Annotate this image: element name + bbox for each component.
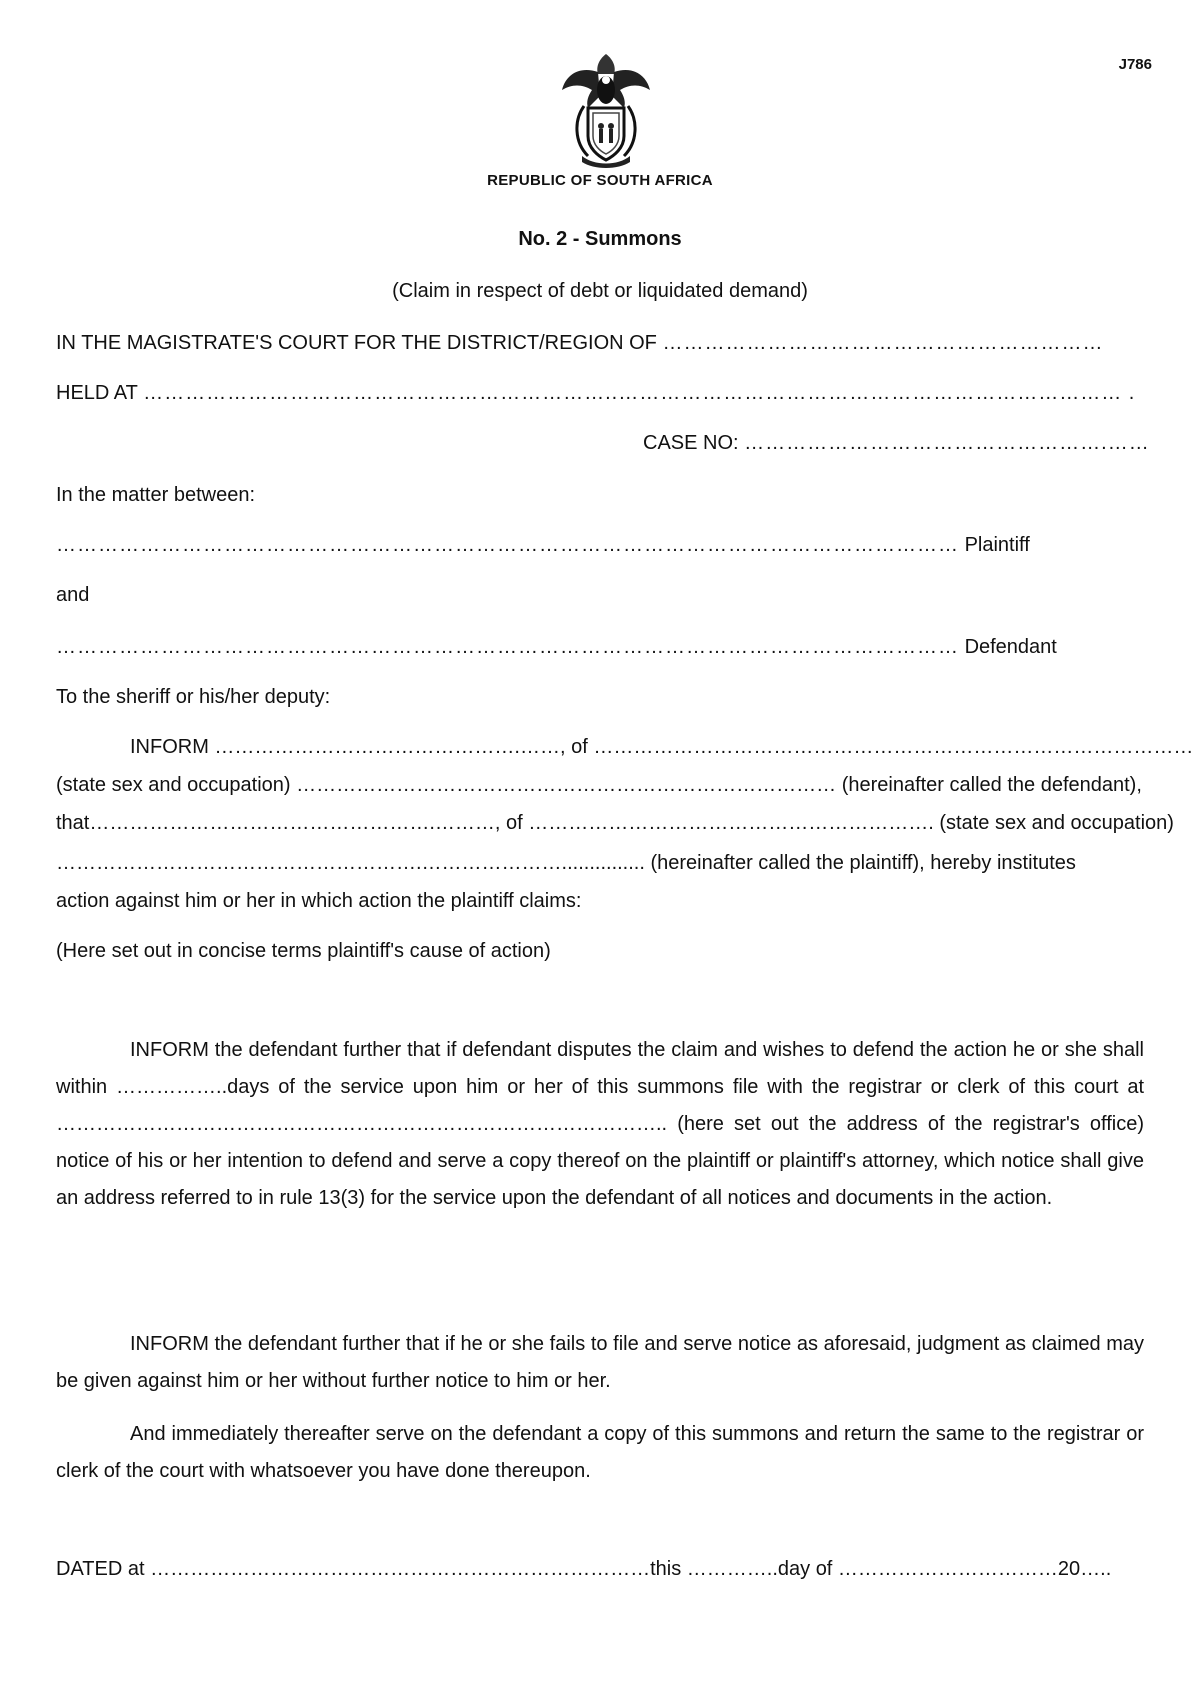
defend-text: INFORM the defendant further that if defendant disputes the claim and wishes to defend the action he or she shall within ……………..days of the service upon him or her of this summons file with the registrar or clerk of this court at ……………………………………………………………………………….. (here set out the address of the registrar's office) notice of his or her intention to defend and serve a copy thereof on the plaintiff or plaintiff's attorney, which notice shall give an address referred to in rule 13(3) for the service upon the defendant of all notices and documents in the action. xyxy=(56,1039,1144,1209)
case-no-line xyxy=(643,432,1150,455)
country-name: REPUBLIC OF SOUTH AFRICA xyxy=(487,172,713,189)
defend-paragraph xyxy=(56,1032,1144,1217)
court-district-field[interactable]: ……………………………………………………… xyxy=(662,332,1104,354)
inform-line-1[interactable]: INFORM ……………………………………….……, of ……………………………………………………………………………… xyxy=(130,736,1194,758)
form-title: No. 2 - Summons xyxy=(518,228,682,250)
defendant-label: Defendant xyxy=(964,636,1057,658)
sheriff-address: To the sheriff or his/her deputy: xyxy=(56,686,331,708)
held-at-line xyxy=(56,382,1135,405)
held-at-field[interactable]: …………………………………………………………..……………………………………………………………… . xyxy=(143,382,1136,404)
held-at-label: HELD AT xyxy=(56,382,138,404)
plaintiff-line xyxy=(56,534,1030,557)
inform-line-3[interactable]: that…………………………………………….………, of ……………………………………………………. (state sex and occupation) xyxy=(56,812,1174,834)
form-subtitle: (Claim in respect of debt or liquidated demand) xyxy=(392,280,808,302)
coat-of-arms-icon xyxy=(558,50,654,170)
plaintiff-field[interactable]: ………………………………………………………………………………………………………………… xyxy=(56,534,959,556)
cause-of-action: (Here set out in concise terms plaintiff's cause of action) xyxy=(56,940,551,962)
dated-line[interactable]: DATED at …………………………………………………………………this …………..day of ……………………………20….. xyxy=(56,1558,1112,1580)
court-line xyxy=(56,332,1103,355)
serve-text: And immediately thereafter serve on the defendant a copy of this summons and return the same to the registrar or clerk of the court with whatsoever you have done thereupon. xyxy=(56,1423,1144,1482)
court-label: IN THE MAGISTRATE'S COURT FOR THE DISTRICT/REGION OF xyxy=(56,332,657,354)
form-code: J786 xyxy=(1118,56,1152,73)
fail-paragraph xyxy=(56,1326,1144,1400)
matter-between: In the matter between: xyxy=(56,484,256,506)
defendant-field[interactable]: ………………………………………………………………………………………………………………… xyxy=(56,636,959,658)
serve-paragraph xyxy=(56,1416,1144,1490)
inform-line-5: action against him or her in which action the plaintiff claims: xyxy=(56,890,582,912)
fail-text: INFORM the defendant further that if he or she fails to file and serve notice as aforesaid, judgment as claimed may be given against him or her without further notice to him or her. xyxy=(56,1333,1144,1392)
inform-line-2[interactable]: (state sex and occupation) ……………………………………………………………………… (hereinafter called the defendant), xyxy=(56,774,1142,796)
inform-line-4[interactable]: ……………………………………………….…………………............... (hereinafter called the plaintiff), hereby institutes xyxy=(56,852,1076,874)
case-no-label: CASE NO: xyxy=(643,432,739,454)
case-no-field[interactable]: …………………………………………….…… xyxy=(744,432,1150,454)
plaintiff-label: Plaintiff xyxy=(964,534,1030,556)
and-text: and xyxy=(56,584,90,606)
defendant-line xyxy=(56,636,1057,659)
